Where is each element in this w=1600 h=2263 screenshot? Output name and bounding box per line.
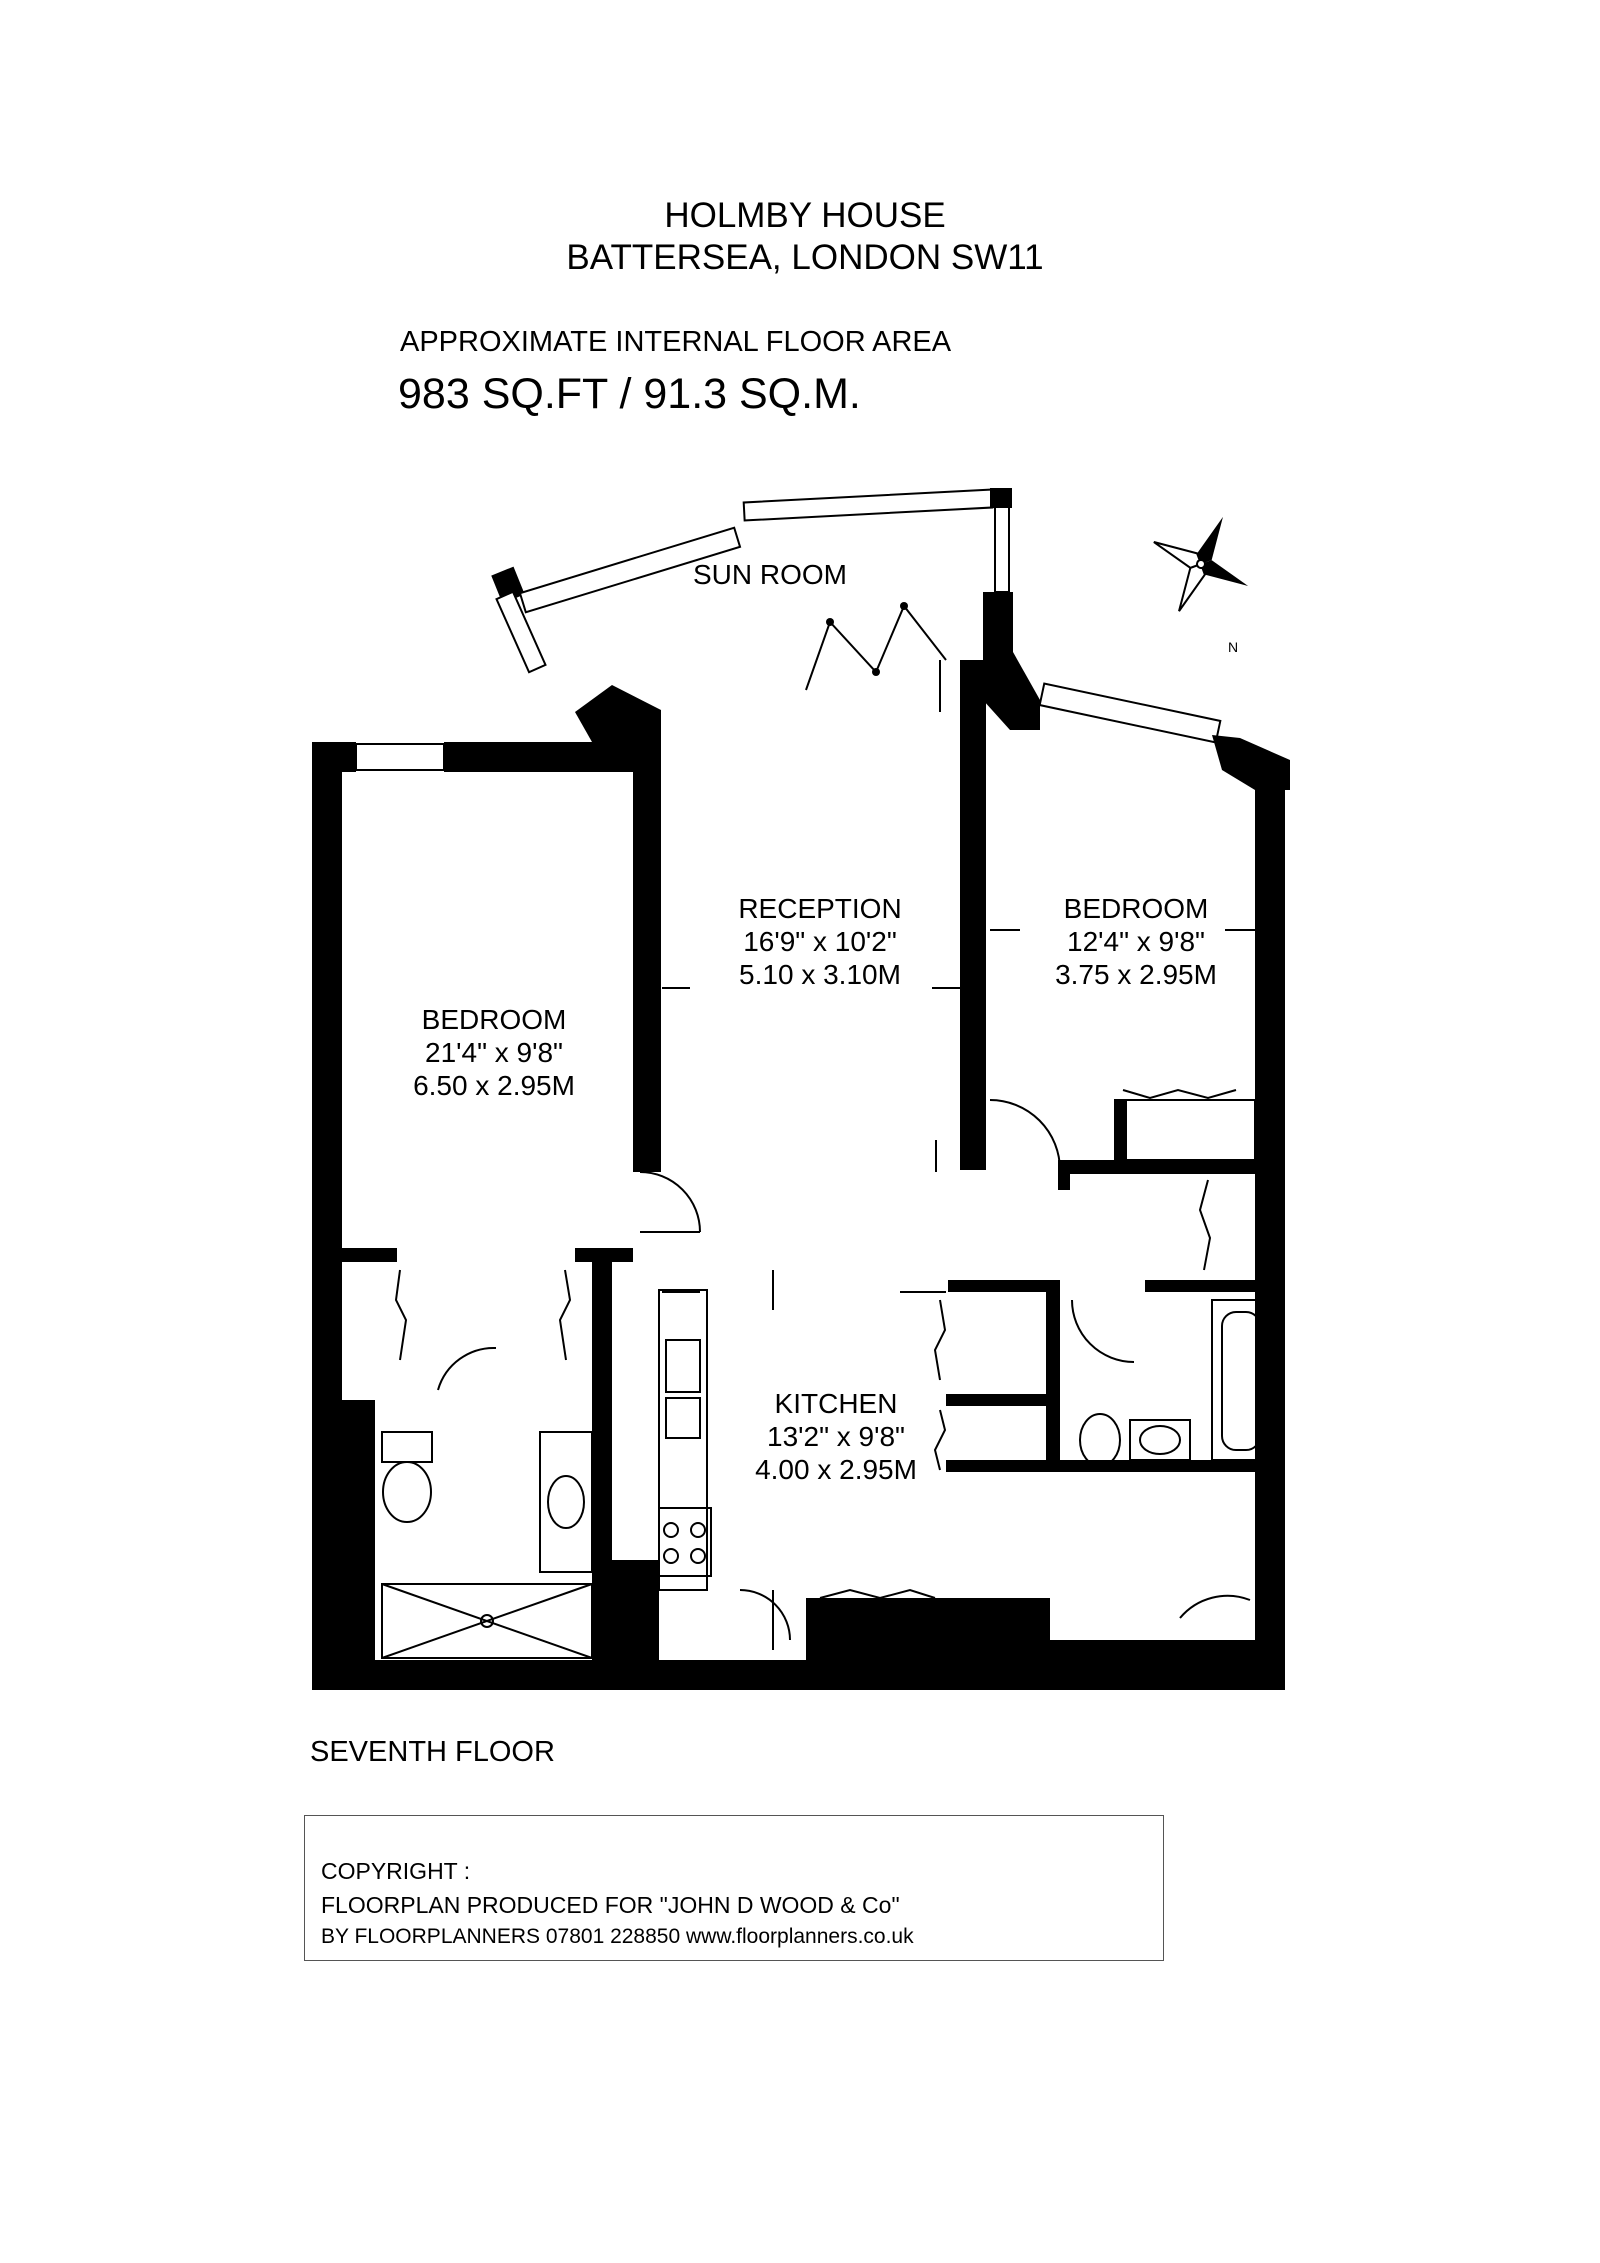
bedroom-right-name: BEDROOM (1063, 893, 1209, 924)
kitchen-metric: 4.00 x 2.95M (755, 1454, 917, 1485)
reception-imperial: 16'9" x 10'2" (743, 926, 897, 957)
floor-label: SEVENTH FLOOR (310, 1736, 555, 1768)
kitchen-name: KITCHEN (774, 1388, 898, 1419)
copyright-line2: FLOORPLAN PRODUCED FOR "JOHN D WOOD & Co" (321, 1892, 900, 1918)
area-value: 983 SQ.FT / 91.3 SQ.M. (398, 370, 861, 418)
copyright-box (304, 1815, 1164, 1961)
copyright-line3: BY FLOORPLANNERS 07801 228850 www.floorplanners.co.uk (321, 1925, 914, 1948)
compass-north-label: N (1228, 639, 1239, 655)
bedroom-right-metric: 3.75 x 2.95M (1055, 959, 1217, 990)
copyright-line1: COPYRIGHT : (321, 1858, 471, 1884)
bedroom-right-imperial: 12'4" x 9'8" (1067, 926, 1205, 957)
bedroom-left-imperial: 21'4" x 9'8" (425, 1037, 563, 1068)
area-label: APPROXIMATE INTERNAL FLOOR AREA (400, 326, 952, 358)
kitchen-imperial: 13'2" x 9'8" (767, 1421, 905, 1452)
reception-name: RECEPTION (738, 893, 902, 924)
reception-label (738, 892, 901, 991)
reception-metric: 5.10 x 3.10M (739, 959, 901, 990)
bedroom-left-name: BEDROOM (421, 1004, 567, 1035)
bedroom-right-label (1055, 892, 1217, 991)
sun-room-label: SUN ROOM (693, 559, 847, 590)
bedroom-left-label (413, 1003, 575, 1102)
property-name: HOLMBY HOUSE (664, 196, 946, 235)
kitchen-label (755, 1387, 917, 1486)
property-address: BATTERSEA, LONDON SW11 (566, 238, 1044, 277)
bedroom-left-metric: 6.50 x 2.95M (413, 1070, 575, 1101)
compass-rose-icon (1132, 495, 1270, 633)
